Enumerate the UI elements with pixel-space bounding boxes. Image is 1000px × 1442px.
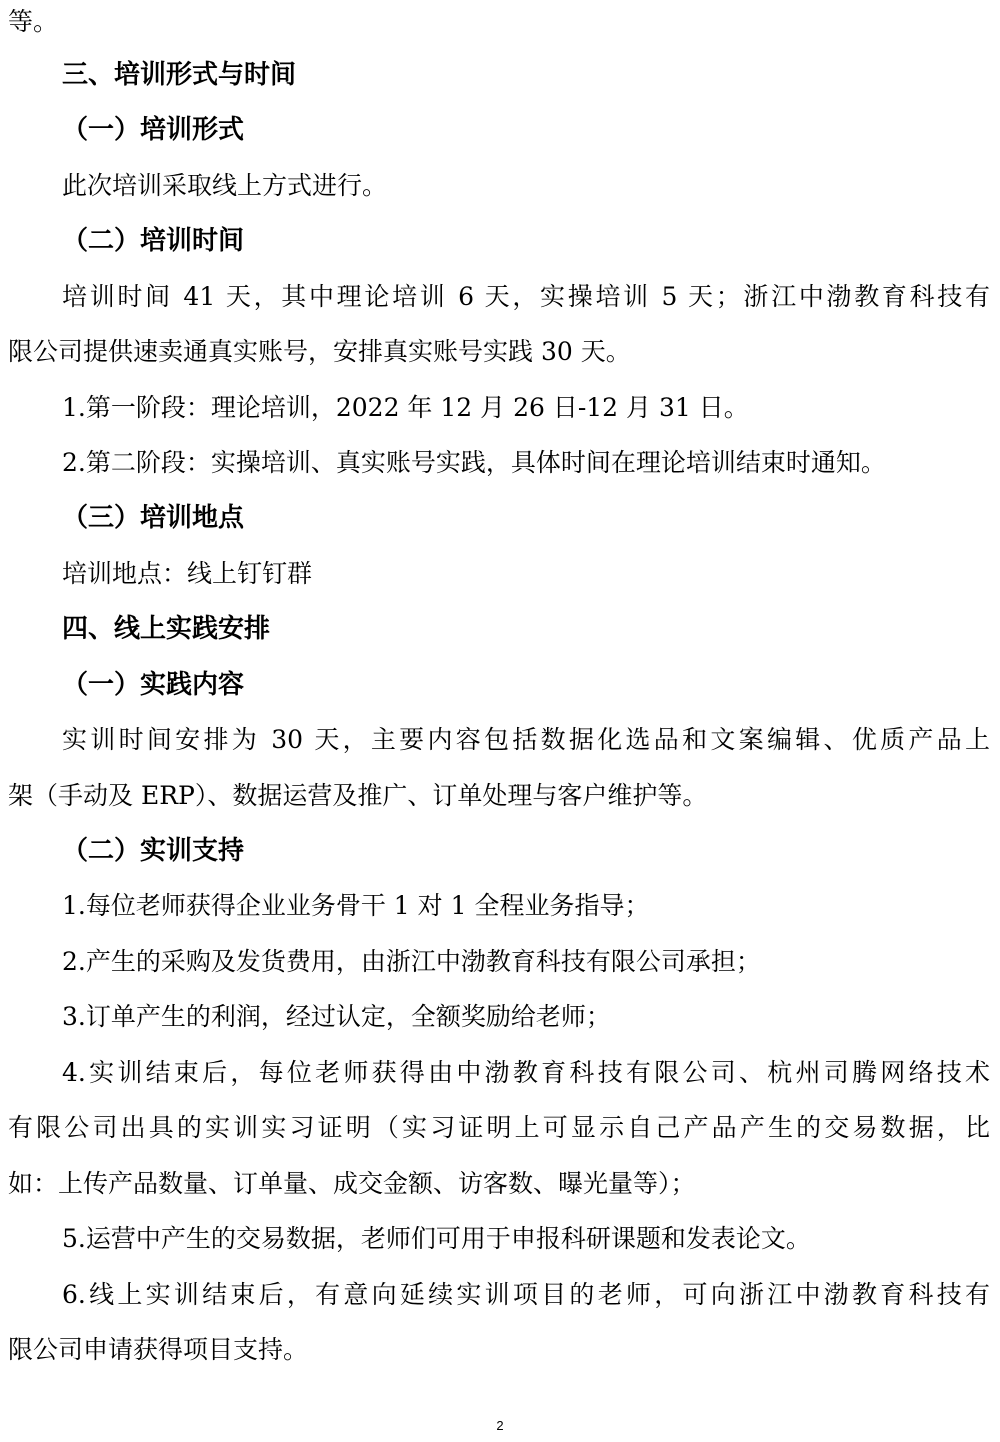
support-item-6-line1: 6.线上实训结束后，有意向延续实训项目的老师，可向浙江中渤教育科技有	[62, 1280, 990, 1309]
paragraph-practice-content-line2: 架（手动及 ERP）、数据运营及推广、订单处理与客户维护等。	[8, 781, 708, 810]
section-heading-3: 三、培训形式与时间	[62, 60, 297, 90]
paragraph-practice-content-line1: 实训时间安排为 30 天，主要内容包括数据化选品和文案编辑、优质产品上	[62, 725, 990, 754]
paragraph-training-location: 培训地点：线上钉钉群	[62, 559, 313, 588]
continuation-text: 等。	[8, 7, 59, 36]
subsection-heading-training-time: （二）培训时间	[62, 226, 245, 256]
support-item-3: 3.订单产生的利润，经过认定，全额奖励给老师；	[62, 1002, 611, 1031]
support-item-5: 5.运营中产生的交易数据，老师们可用于申报科研课题和发表论文。	[62, 1224, 811, 1253]
subsection-heading-training-format: （一）培训形式	[62, 115, 245, 145]
paragraph-training-time-line2: 限公司提供速卖通真实账号，安排真实账号实践 30 天。	[8, 337, 631, 366]
support-item-6-line2: 限公司申请获得项目支持。	[8, 1335, 309, 1364]
paragraph-training-time-line1: 培训时间 41 天，其中理论培训 6 天，实操培训 5 天；浙江中渤教育科技有	[62, 282, 990, 311]
subsection-heading-training-support: （二）实训支持	[62, 836, 245, 866]
paragraph-training-format: 此次培训采取线上方式进行。	[62, 171, 388, 200]
support-item-4-line1: 4.实训结束后，每位老师获得由中渤教育科技有限公司、杭州司腾网络技术	[62, 1058, 990, 1087]
support-item-4-line3: 如：上传产品数量、订单量、成交金额、访客数、曝光量等）；	[8, 1169, 696, 1198]
subsection-heading-practice-content: （一）实践内容	[62, 670, 245, 700]
stage-two-item: 2.第二阶段：实操培训、真实账号实践，具体时间在理论培训结束时通知。	[62, 448, 886, 477]
section-heading-4: 四、线上实践安排	[62, 614, 271, 644]
support-item-2: 2.产生的采购及发货费用，由浙江中渤教育科技有限公司承担；	[62, 947, 761, 976]
support-item-1: 1.每位老师获得企业业务骨干 1 对 1 全程业务指导；	[62, 891, 650, 920]
subsection-heading-training-location: （三）培训地点	[62, 503, 245, 533]
support-item-4-line2: 有限公司出具的实训实习证明（实习证明上可显示自己产品产生的交易数据，比	[8, 1113, 990, 1142]
stage-one-item: 1.第一阶段：理论培训，2022 年 12 月 26 日-12 月 31 日。	[62, 393, 749, 422]
page-number: 2	[496, 1418, 504, 1433]
